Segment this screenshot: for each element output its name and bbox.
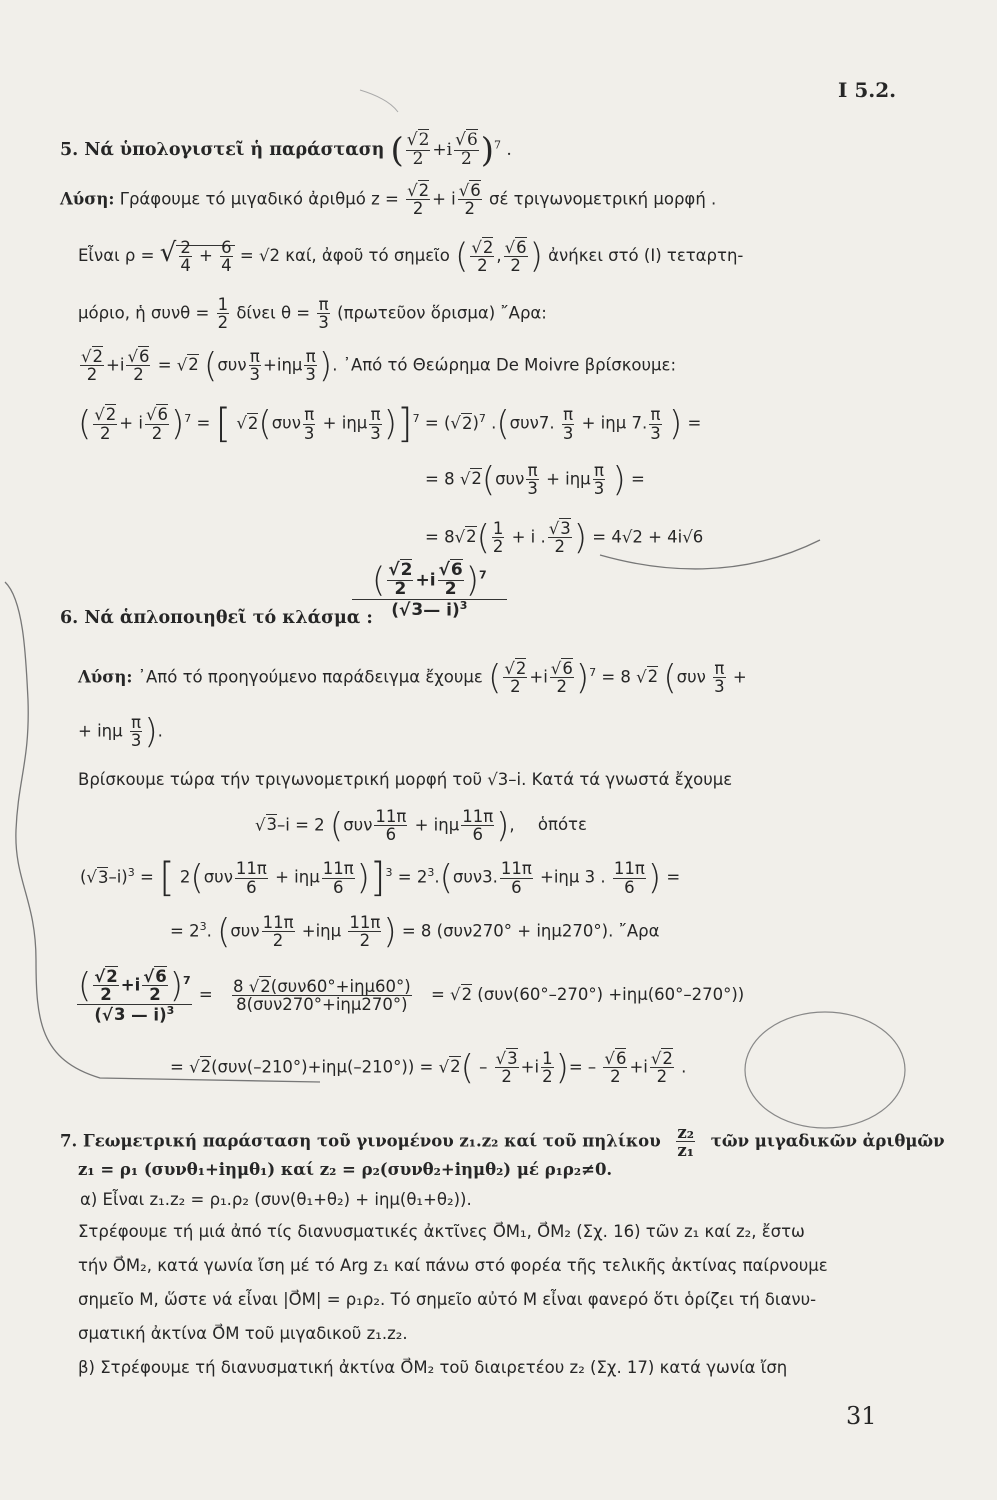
ex7-p4a: σματική ἀκτίνα [78,1324,207,1343]
section-number: I 5.2. [838,78,897,102]
ex5-quadrant-end: (πρωτεῦον ὅρισμα) ῎Αρα: [337,303,547,323]
ex5-rho-mid: = √2 καί, ἀφοῦ τό σημεῖο [239,246,450,265]
pencil-circle [745,1012,905,1128]
ex5-step3: = 8√2( $\frac{1}{2}$ + i . $\frac{√3}{2}$ ) = 4√2 + 4i√6 [425,517,704,558]
ex7-b-line: β) Στρέφουμε τή διανυσματική ἀκτίνα O⃗M₂ τοῦ διαιρετέου z₂ (Σχ. 17) κατά γωνία ἴση [78,1358,788,1377]
ex7-p2b: , κατά γωνία ἴση μέ τό Arg z₁ καί πάνω στό φορέα τῆς τελικῆς ἀκτίνας παίρνουμε [146,1256,828,1275]
ex6-cube-line: $(√3-i)^3$ = [ 2(συν $\frac{11\pi}{6}$ + iημ $\frac{11\pi}{6}$ )]$^3 = 2^3.(\sigma\upsilon\nu 3$. $\frac{11\pi}{6}$ +iημ 3 . $\frac{11\pi}{6}$ ) = [80,855,681,901]
ex7-p1a: Στρέφουμε τή μιά ἀπό τίς διανυσματικές ἀκτῖνες [78,1222,488,1241]
ex6-heading [60,608,373,628]
ex5-solution-label: Λύση: [60,189,115,209]
ex5-step2: = 8 √2(συν $\frac{\pi}{3}$ + iημ $\frac{\pi}{3}$ ) = [425,459,645,500]
ex7-p4: σματική ἀκτίνα O⃗M τοῦ μιγαδικοῦ z₁.z₂. [78,1324,408,1343]
ex7-p2: τήν O⃗M₂, κατά γωνία ἴση μέ τό Arg z₁ καί πάνω στό φορέα τῆς τελικῆς ἀκτίνας παίρνουμε [78,1256,828,1275]
ex6-opote: ὁπότε [537,815,587,835]
ex5-sol-text1-end: σέ τριγωνομετρική μορφή . [489,189,717,209]
ex6-division-line: ( $\frac{√2}{2}$ +i $\frac{√6}{2}$ )$^7$ (√3 — i)$^3$ = 8 √2(συν60°+iημ60°) 8(συν270°+iημ270°) = √2 (συν(60°–270°) +iημ(60°–270°)) [78,965,745,1025]
ex6-sol-text1: ᾿Από τό προηγούμενο παράδειγμα ἔχουμε [137,667,483,687]
ex5-polar-line: $\frac{√2}{2}$ +i $\frac{√6}{2}$ = √2 (συν $\frac{\pi}{3}$ +iημ $\frac{\pi}{3}$ ). ᾿Από τό Θεώρημα De Moivre βρίσκουμε: [81,345,677,386]
ex7-title-end: τῶν μιγαδικῶν ἀριθμῶν [710,1131,945,1151]
ex5-number: 5. [60,139,79,160]
page-number: 31 [846,1402,877,1430]
ex7-number: 7. [60,1131,78,1151]
ex7-p3a: σημεῖο Μ, ὥστε νά εἶναι [78,1290,278,1309]
ex7-p1: Στρέφουμε τή μιά ἀπό τίς διανυσματικές ἀκτῖνες O⃗M₁, O⃗M₂ (Σχ. 16) τῶν z₁ καί z₂, ἔστω [78,1222,805,1241]
ex5-title: Νά ὑπολογιστεῖ ἡ παράσταση [84,139,385,160]
ex5-result: 4√2 + 4i√6 [611,527,704,547]
ex5-rho-end: ἀνήκει στό (Ι) τεταρτη- [548,246,744,265]
ex6-final-line: = √2(συν(–210°)+iημ(–210°)) = √2( – $\frac{√3}{2}$ +i $\frac{1}{2}$ )= – $\frac{√6}{2}$ +i $\frac{√2}{2}$ . [170,1047,687,1088]
ex7-p4b: τοῦ μιγαδικοῦ z₁.z₂. [244,1324,408,1343]
ex6-cube-step2: = $2^3$. (συν $\frac{11\pi}{2}$ +iημ $\frac{11\pi}{2}$ ) = 8 (συν270° + iημ270°). ῎Αρα [170,911,660,952]
ex6-fraction: ( $\frac{√2}{2}$ +i $\frac{√6}{2}$ )$^7$ (√3— i)$^3$ [350,562,509,620]
ex7-p2a: τήν [78,1256,108,1275]
ex5-quadrant-mid: δίνει θ = [236,303,311,323]
ex5-rho-line: Εἶναι ρ = √ $\frac{2}{4}$ + $\frac{6}{4}$ = √2 καί, ἀφοῦ τό σημεῖο ( $\frac{√2}{2}$ , $\frac{√6}{2}$ ) ἀνήκει στό (Ι) τεταρτη- [78,236,744,277]
ex6-solution-label: Λύση: [78,667,133,687]
ex5-de-moivre: ᾿Από τό Θεώρημα De Moivre βρίσκουμε: [342,355,677,375]
ex5-solution-line: Λύση: Γράφουμε τό μιγαδικό ἀριθμό z = $\frac{√2}{2}$ + i $\frac{√6}{2}$ σέ τριγωνομετρική μορφή . [60,181,717,219]
ex7-b-b: τοῦ διαιρετέου z₂ (Σχ. 17) κατά γωνία ἴση [439,1358,788,1377]
ex7-a-line: α) Εἶναι z₁.z₂ = ρ₁.ρ₂ (συν(θ₁+θ₂) + iημ(θ₁+θ₂)). [80,1190,472,1209]
ex5-heading [60,132,512,169]
ex5-expression: ( $\frac{√2}{2}$ +i $\frac{√6}{2}$ )$^7$ . [390,130,512,171]
ex7-title: Γεωμετρική παράσταση τοῦ γινομένου z₁.z₂ καί τοῦ πηλίκου [82,1131,661,1151]
ex6-trig-text: Βρίσκουμε τώρα τήν τριγωνομετρική μορφή τοῦ √3–i. Κατά τά γνωστά ἔχουμε [78,770,733,789]
ex6-trig-form: √3–i = 2 (συν $\frac{11\pi}{6}$ + iημ $\frac{11\pi}{6}$ ), ὁπότε [255,805,587,846]
ex7-b-a: β) Στρέφουμε τή διανυσματική ἀκτίνα [78,1358,396,1377]
ex7-heading: 7. Γεωμετρική παράσταση τοῦ γινομένου z₁.z₂ καί τοῦ πηλίκου $\frac{\text{z₂}}{\text{z₁}}$ τῶν μιγαδικῶν ἀριθμῶν [60,1123,945,1161]
ex5-power-line: ( $\frac{√2}{2}$ + i $\frac{√6}{2}$ )$^7$ = [ √2(συν $\frac{\pi}{3}$ + iημ $\frac{\pi}{3}$ )]$^7 = (√2)^7$ .(συν7. $\frac{\pi}{3}$ + iημ 7. $\frac{\pi}{3}$ ) = [78,401,702,447]
ex7-p1b: (Σχ. 16) τῶν z₁ καί z₂, ἔστω [576,1222,805,1241]
ex6-sol-cont: + iημ $\frac{\pi}{3}$ ). [78,711,163,752]
ex5-quadrant-intro: μόριο, ἡ συνθ = [78,303,210,323]
ex7-p3: σημεῖο Μ, ὥστε νά εἶναι |O⃗M| = ρ₁ρ₂. Τό σημεῖο αὐτό Μ εἶναι φανερό ὅτι ὁρίζει τή διανυ- [78,1290,817,1309]
ex6-title: Νά ἁπλοποιηθεῖ τό κλάσμα : [84,608,373,628]
ex5-rho-intro: Εἶναι ρ = [78,246,155,265]
ex7-p3b: = ρ₁ρ₂. Τό σημεῖο αὐτό Μ εἶναι φανερό ὅτι ὁρίζει τή διανυ- [326,1290,817,1309]
ex6-solution-line: Λύση: ᾿Από τό προηγούμενο παράδειγμα ἔχουμε ( $\frac{√2}{2}$ +i $\frac{√6}{2}$ )$^7$ = 8 √2 (συν $\frac{\pi}{3}$ + [78,657,747,698]
pencil-mark [360,90,398,112]
ex6-ara: ῎Αρα [618,921,660,941]
ex7-line2: z₁ = ρ₁ (συνθ₁+iημθ₁) καί z₂ = ρ₂(συνθ₂+iημθ₂) μέ ρ₁ρ₂≠0. [78,1160,613,1179]
ex5-quadrant-line: μόριο, ἡ συνθ = $\frac{1}{2}$ δίνει θ = $\frac{\pi}{3}$ (πρωτεῦον ὅρισμα) ῎Αρα: [78,295,547,333]
ex5-sol-text1: Γράφουμε τό μιγαδικό ἀριθμό z = [119,189,399,209]
ex6-number: 6. [60,608,79,628]
